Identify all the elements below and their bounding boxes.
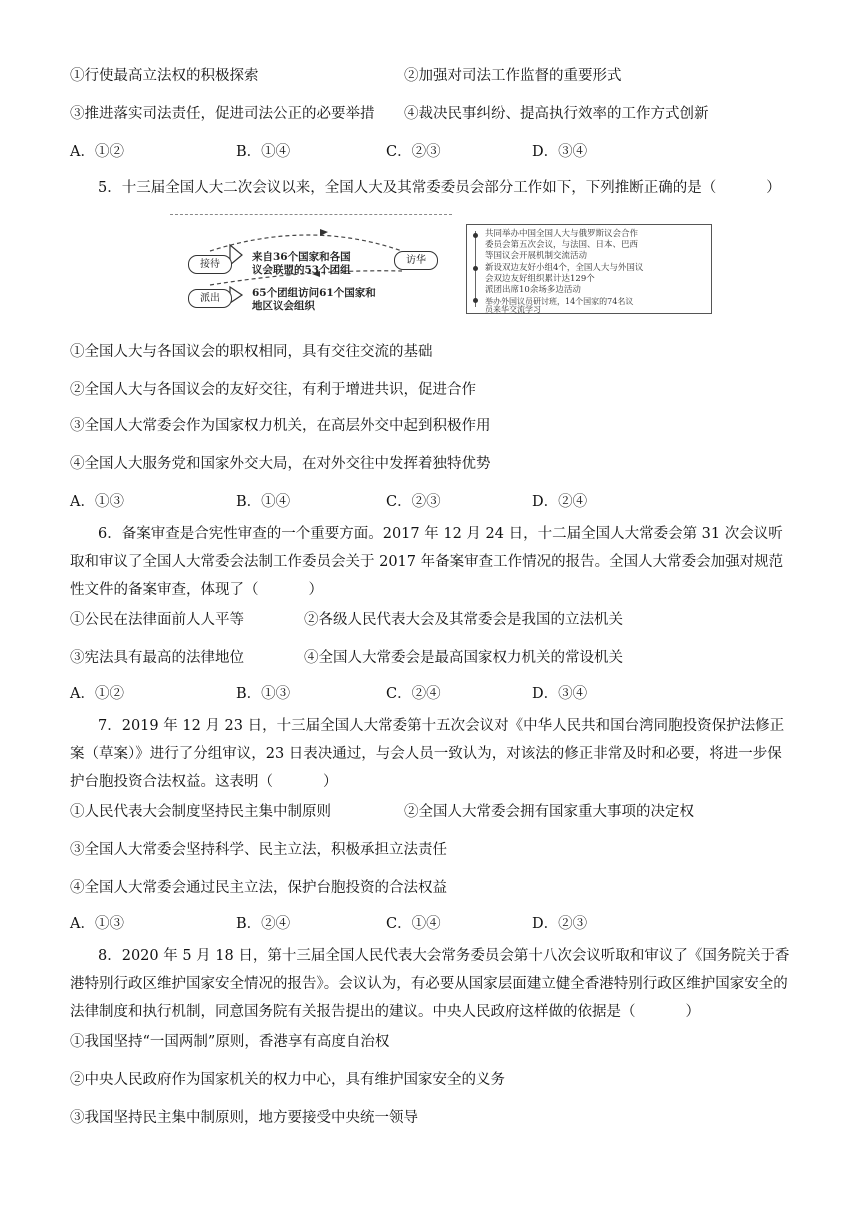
q5-option-2: ②全国人大与各国议会的友好交往，有利于增进共识，促进合作 [70, 382, 476, 398]
q7-answer-b: B．②④ [236, 916, 291, 932]
q8-stem: 8．2020 年 5 月 18 日，第十三届全国人民代表大会常务委员会第十八次会议听取和审议了《国务院关于香港特别行政区维护国家安全情况的报告》。会议认为，有必要从国家层面建立健全香港特别行政区维护国家安全的法律制度和执行机制，同意国务院有关报告提出的建议。中央人民政府这样做的依据是（ ） [70, 948, 790, 1020]
right-text-2a: 新设双边友好小组4个，全国人大与外国议 [485, 263, 644, 273]
q7-stem: 7．2019 年 12 月 23 日，十三届全国人大常委第十五次会议对《中华人民共和国台湾同胞投资保护法修正案（草案）》进行了分组审议，23 日表决通过，与会人员一致认为，对该法的修正非常及时和必要，将进一步保护台胞投资合法权益。这表明（ ） [70, 718, 785, 790]
q8-option-2: ②中央人民政府作为国家机关的权力中心，具有维护国家安全的义务 [70, 1072, 505, 1088]
right-text-3a: 举办外国议员研讨班，14个国家的74名议 [485, 297, 634, 306]
right-text-2c: 派团出席10余场多边活动 [485, 285, 581, 295]
figure-text-top-2: 议会联盟的53个团组 [252, 264, 351, 276]
q4-option-3: ③推进落实司法责任，促进司法公正的必要举措 [70, 106, 375, 122]
right-text-1a: 共同举办中国全国人大与俄罗斯议会合作 [485, 229, 639, 239]
q6-option-3: ③宪法具有最高的法律地位 [70, 650, 244, 666]
right-text-1b: 委员会第五次会议，与法国、日本、巴西 [485, 240, 639, 250]
q4-option-2: ②加强对司法工作监督的重要形式 [404, 68, 622, 84]
q6-option-2: ②各级人民代表大会及其常委会是我国的立法机关 [304, 612, 623, 628]
q6-option-4: ④全国人大常委会是最高国家权力机关的常设机关 [304, 650, 623, 666]
q7-option-4: ④全国人大常委会通过民主立法，保护台胞投资的合法权益 [70, 880, 447, 896]
bullet-dot [473, 233, 478, 238]
q4-answer-d: D．③④ [532, 144, 588, 160]
q8-option-3: ③我国坚持民主集中制原则，地方要接受中央统一领导 [70, 1110, 418, 1126]
q4-option-1: ①行使最高立法权的积极探索 [70, 68, 259, 84]
q5-option-1: ①全国人大与各国议会的职权相同，具有交往交流的基础 [70, 344, 433, 360]
q6-answer-d: D．③④ [532, 686, 588, 702]
receive-pill: 接待 [188, 255, 232, 274]
q5-option-3: ③全国人大常委会作为国家权力机关，在高层外交中起到积极作用 [70, 418, 491, 434]
q6-answer-a: A．①② [70, 686, 124, 702]
right-text-2b: 会双边友好组织累计达129个 [485, 274, 595, 284]
q5-option-4: ④全国人大服务党和国家外交大局，在对外交往中发挥着独特优势 [70, 456, 491, 472]
q6-option-1: ①公民在法律面前人人平等 [70, 612, 244, 628]
q5-answer-d: D．②④ [532, 494, 588, 510]
q6-stem: 6．备案审查是合宪性审查的一个重要方面。2017 年 12 月 24 日，十二届全国人大常委会第 31 次会议听取和审议了全国人大常委会法制工作委员会关于 2017 年备案审查工作情况的报告。全国人大常委会加强对规范性文件的备案审查，体现了（ ） [70, 526, 784, 598]
q7-answer-c: C．①④ [386, 916, 441, 932]
q7-option-3: ③全国人大常委会坚持科学、民主立法，积极承担立法责任 [70, 842, 447, 858]
figure-text-top-1: 来自36个国家和各国 [252, 251, 351, 263]
q7-answer-a: A．①③ [70, 916, 124, 932]
figure-text-bottom-2: 地区议会组织 [252, 300, 315, 312]
right-text-1c: 等国议会开展机制交流活动 [485, 251, 588, 261]
q4-answer-b: B．①④ [236, 144, 291, 160]
bullet-dot [473, 298, 478, 303]
q8-option-1: ①我国坚持“一国两制”原则，香港享有高度自治权 [70, 1034, 390, 1050]
q7-option-1: ①人民代表大会制度坚持民主集中制原则 [70, 804, 331, 820]
q7-option-2: ②全国人大常委会拥有国家重大事项的决定权 [404, 804, 694, 820]
figure-left-panel [170, 214, 452, 317]
send-pill: 派出 [188, 289, 232, 308]
q7-answer-d: D．②③ [532, 916, 588, 932]
figure-right-panel [466, 224, 712, 314]
q6-answer-b: B．①③ [236, 686, 291, 702]
q5-figure [170, 214, 710, 316]
q4-option-4: ④裁决民事纠纷、提高执行效率的工作方式创新 [404, 106, 709, 122]
q6-answer-c: C．②④ [386, 686, 441, 702]
q5-answer-b: B．①④ [236, 494, 291, 510]
q5-stem: 5．十三届全国人大二次会议以来，全国人大及其常委委员会部分工作如下，下列推断正确的是（ ） [98, 180, 781, 196]
visit-pill: 访华 [394, 251, 438, 270]
bullet-dot [473, 266, 478, 271]
right-text-3b: 员来华交流学习 [485, 305, 541, 314]
q5-answer-c: C．②③ [386, 494, 441, 510]
q4-answer-c: C．②③ [386, 144, 441, 160]
q4-answer-a: A．①② [70, 144, 124, 160]
figure-text-bottom-1: 65个团组访问61个国家和 [252, 287, 376, 299]
q5-answer-a: A．①③ [70, 494, 124, 510]
